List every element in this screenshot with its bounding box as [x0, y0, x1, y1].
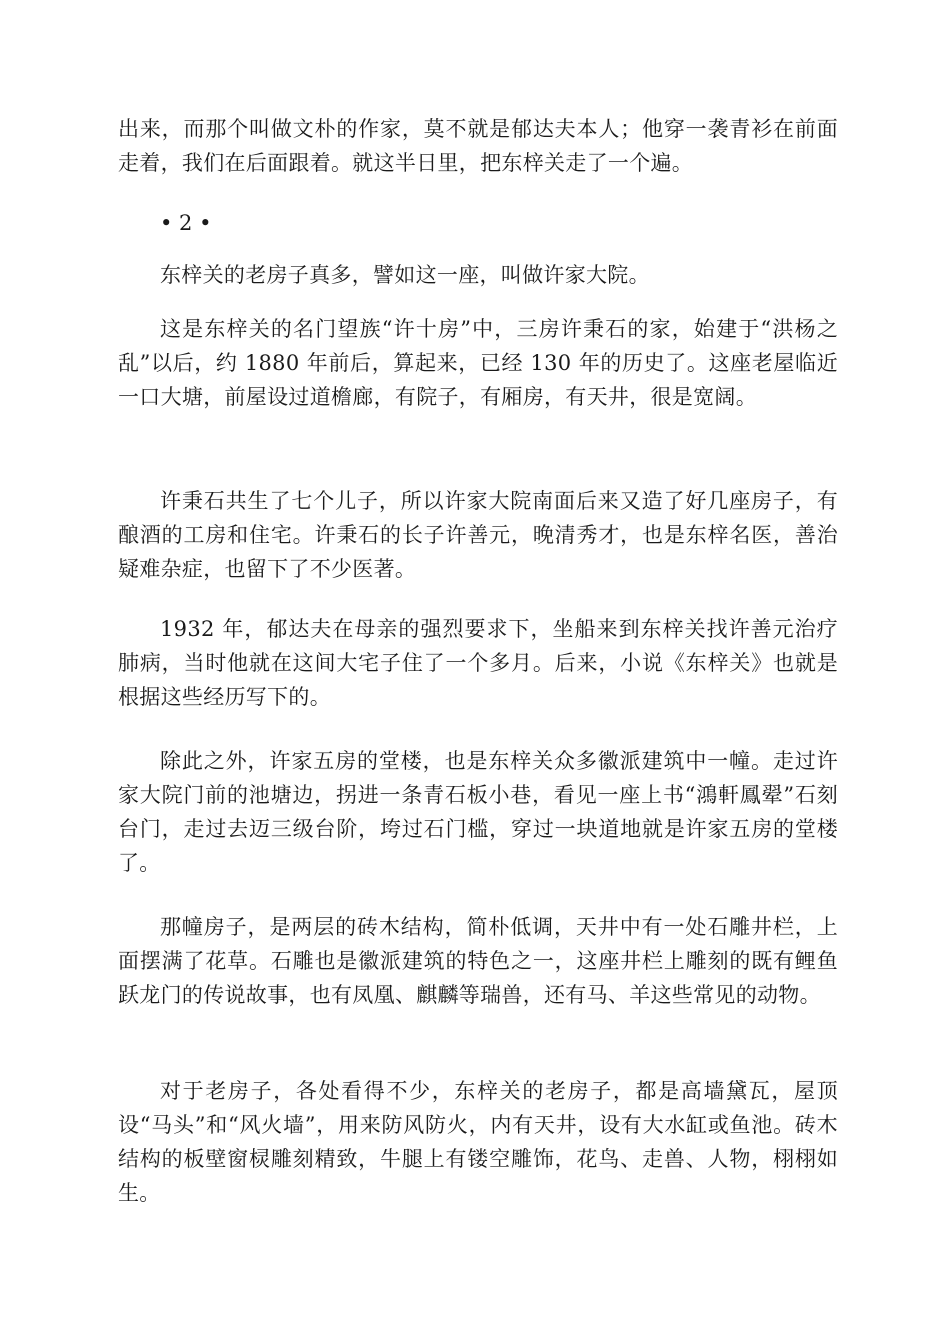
- paragraph-continuation: 出来，而那个叫做文朴的作家，莫不就是郁达夫本人；他穿一袭青衫在前面走着，我们在后面跟着。就这半日里，把东梓关走了一个遍。: [118, 117, 838, 175]
- paragraph: 这是东梓关的名门望族“许十房”中，三房许秉石的家，始建于“洪杨之乱”以后，约 1880 年前后，算起来，已经 130 年的历史了。这座老屋临近一口大塘，前屋设过道檐廊，有院子，有厢房，有天井，很是宽阔。: [118, 317, 838, 409]
- paragraph: 许秉石共生了七个儿子，所以许家大院南面后来又造了好几座房子，有酿酒的工房和住宅。许秉石的长子许善元，晚清秀才，也是东梓名医，善治疑难杂症，也留下了不少医著。: [118, 489, 838, 581]
- paragraph: 除此之外，许家五房的堂楼，也是东梓关众多徽派建筑中一幢。走过许家大院门前的池塘边，拐进一条青石板小巷，看见一座上书“鴻軒鳳翚”石刻台门，走过去迈三级台阶，垮过石门槛，穿过一块道地就是许家五房的堂楼了。: [118, 749, 838, 875]
- paragraph: 1932 年，郁达夫在母亲的强烈要求下，坐船来到东梓关找许善元治疗肺病，当时他就在这间大宅子住了一个多月。后来，小说《东梓关》也就是根据这些经历写下的。: [118, 617, 838, 709]
- section-marker: • 2 •: [160, 211, 212, 235]
- paragraph: 东梓关的老房子真多，譬如这一座，叫做许家大院。: [160, 263, 650, 287]
- paragraph: 那幢房子，是两层的砖木结构，简朴低调，天井中有一处石雕井栏，上面摆满了花草。石雕也是徽派建筑的特色之一，这座井栏上雕刻的既有鲤鱼跃龙门的传说故事，也有凤凰、麒麟等瑞兽，还有马、羊这些常见的动物。: [118, 915, 838, 1007]
- paragraph: 对于老房子，各处看得不少，东梓关的老房子，都是高墙黛瓦，屋顶设“马头”和“风火墙”，用来防风防火，内有天井，设有大水缸或鱼池。砖木结构的板壁窗棂雕刻精致，牛腿上有镂空雕饰，花鸟、走兽、人物，栩栩如生。: [118, 1079, 838, 1205]
